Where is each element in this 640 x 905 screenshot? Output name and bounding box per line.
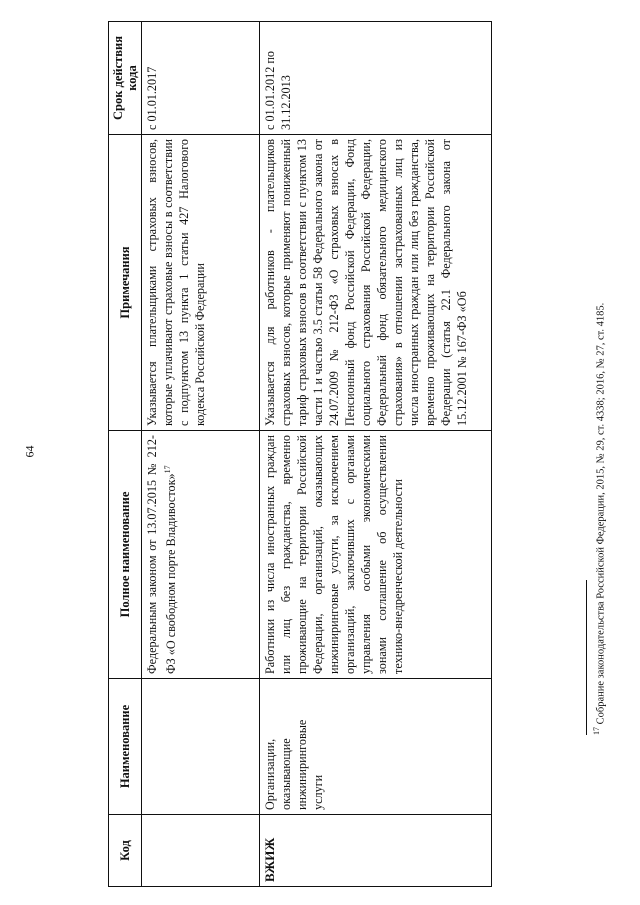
cell-name: Организации, оказывающие инжиниринговые услуги [260, 679, 492, 815]
table-row [260, 22, 492, 887]
cell-code [142, 815, 260, 887]
cell-code: ВЖИЖ [260, 815, 492, 887]
cell-validity: с 01.01.2012 по 31.12.2013 [260, 22, 492, 135]
cell-notes: Указывается плательщиками страховых взносов, которые уплачивают страховые взносы в соответствии с подпунктом 13 пункта 1 статьи 427 Налогового кодекса Российской Федерации [142, 135, 260, 431]
footnote [592, 15, 607, 735]
footnote-text: Собрание законодательства Российской Федерации, 2015, № 29, ст. 4338; 2016, № 27, ст. 4185. [595, 302, 607, 727]
cell-full-name: Работники из числа иностранных граждан или лиц без гражданства, временно проживающие на территории Российской Федерации, организаций, оказывающих инжиниринговые услуги, за исключением организаций, заключивших с органами управления особыми экономическими зонами соглашение об осуществлении технико-внедренческой деятельности [260, 431, 492, 679]
page-number: 64 [22, 445, 37, 458]
cell-validity: с 01.01.2017 [142, 22, 260, 135]
header-validity: Срок действия кода [109, 22, 142, 135]
table-header-row [109, 22, 142, 887]
cell-name [142, 679, 260, 815]
header-notes: Примечания [109, 135, 142, 431]
header-full-name: Полное наименование [109, 431, 142, 679]
header-name: Наименование [109, 679, 142, 815]
footnote-divider [586, 580, 587, 735]
header-code: Код [109, 815, 142, 887]
footnote-ref: 17 [163, 465, 172, 474]
full-name-text: Федеральным законом от 13.07.2015 № 212-ФЗ «О свободном порте Владивосток» [145, 435, 179, 674]
codes-table [108, 21, 492, 887]
footnote-marker: 17 [592, 727, 601, 735]
cell-notes: Указывается для работников - плательщиков страховых взносов, которые применяют пониженный тариф страховых взносов в соответствии с пунктом 13 части 1 и частью 3.5 статьи 58 Федерального закона от 24.07.2009 № 212-ФЗ «О страховых взносах в Пенсионный фонд Российской Федерации, Фонд социального страхования Российской Федерации, Федеральный фонд обязательного медицинского страхования» в отношении застрахованных лиц из числа иностранных граждан или лиц без гражданства, временно проживающих на территории Российской Федерации (статья 22.1 Федерального закона от 15.12.2001 № 167-ФЗ «Об [260, 135, 492, 431]
cell-full-name [142, 431, 260, 679]
table-row [142, 22, 260, 887]
